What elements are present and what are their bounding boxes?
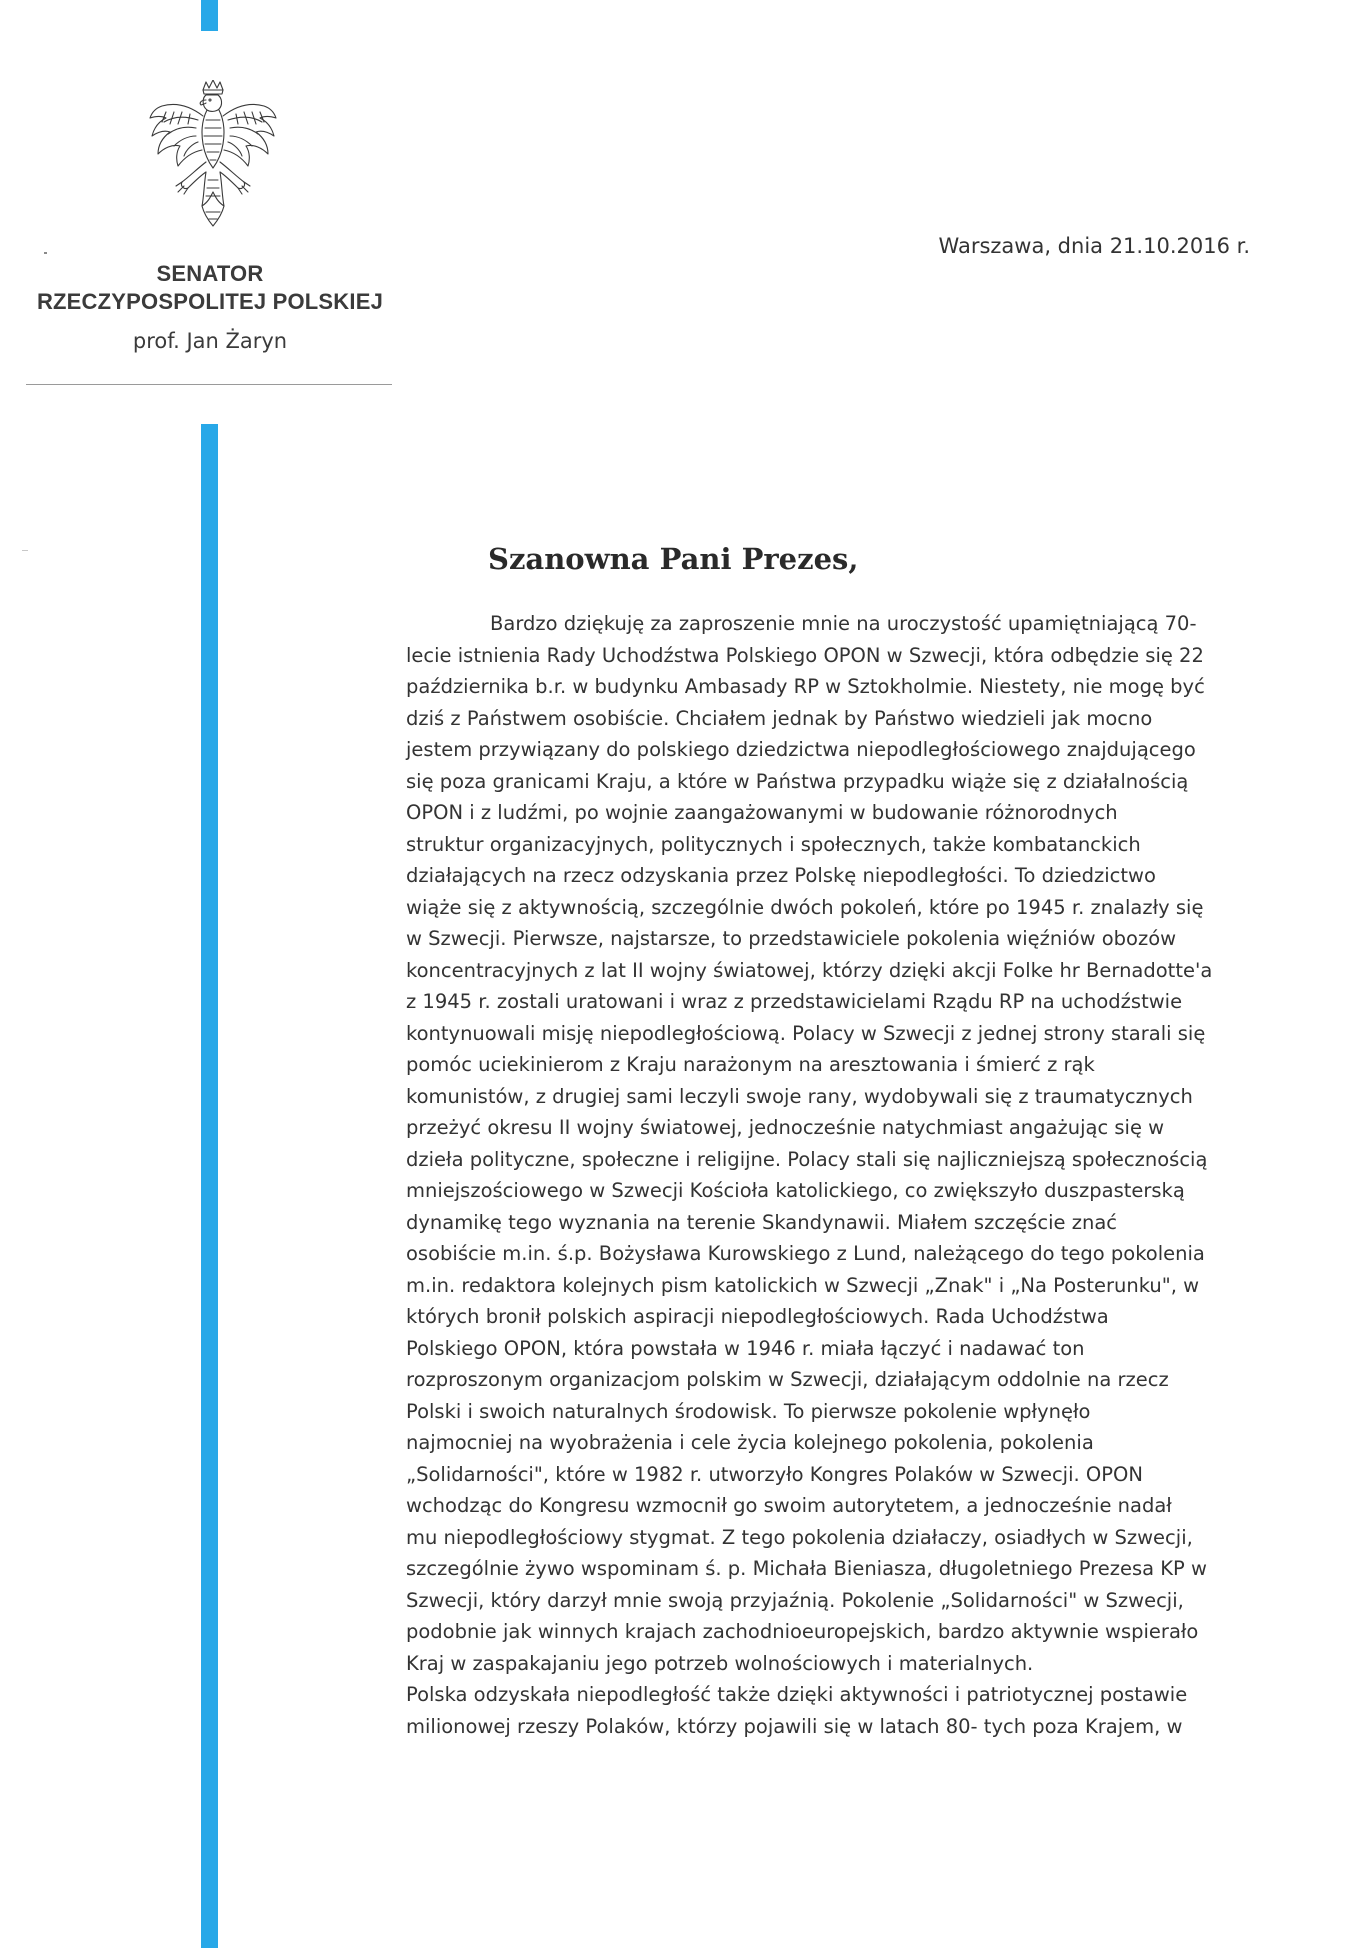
letter-line: szczególnie żywo wspominam ś. p. Michała Bieniasza, długoletniego Prezesa KP w bbox=[406, 1557, 1207, 1580]
letter-line: dzieła polityczne, społeczne i religijne. Polacy stali się najliczniejszą społecznością bbox=[406, 1147, 1208, 1171]
letter-line: m.in. redaktora kolejnych pism katolickich w Szwecji „Znak" i „Na Posterunku", w bbox=[406, 1273, 1200, 1297]
letter-line: się poza granicami Kraju, a które w Państwa przypadku wiąże się z działalnością bbox=[406, 769, 1189, 793]
sender-block bbox=[20, 260, 400, 353]
letter-line: Kraj w zaspakajaniu jego potrzeb wolnościowych i materialnych. bbox=[406, 1651, 1034, 1675]
accent-bar-main bbox=[201, 424, 218, 1948]
letter-line: których bronił polskich aspiracji niepodległościowych. Rada Uchodźstwa bbox=[406, 1305, 1109, 1328]
letter-line: komunistów, z drugiej sami leczyli swoje rany, wydobywali się z traumatycznych bbox=[406, 1084, 1193, 1108]
letter-line: dziś z Państwem osobiście. Chciałem jednak by Państwo wiedzieli jak mocno bbox=[406, 706, 1153, 730]
letter-line: Szwecji, który darzył mnie swoją przyjaźnią. Pokolenie „Solidarności" w Szwecji, bbox=[406, 1588, 1184, 1612]
letter-line: koncentracyjnych z lat II wojny światowej, którzy dzięki akcji Folke hr Bernadotte'a bbox=[406, 958, 1213, 982]
polish-eagle-emblem-icon bbox=[146, 80, 280, 228]
letter-line: rozproszonym organizacjom polskim w Szwecji, działającym oddolnie na rzecz bbox=[406, 1368, 1169, 1391]
scan-speck bbox=[44, 252, 47, 254]
senator-title-line1: SENATOR bbox=[156, 261, 264, 286]
accent-bar-top bbox=[201, 0, 218, 31]
senator-name: prof. Jan Żaryn bbox=[132, 329, 288, 353]
letter-line: przeżyć okresu II wojny światowej, jednocześnie natychmiast angażując się w bbox=[406, 1116, 1165, 1139]
letter-line: „Solidarności", które w 1982 r. utworzyło Kongres Polaków w Szwecji. OPON bbox=[406, 1462, 1143, 1486]
letter-line: struktur organizacyjnych, politycznych i społecznych, także kombatanckich bbox=[406, 832, 1141, 856]
letter-line: z 1945 r. zostali uratowani i wraz z przedstawicielami Rządu RP na uchodźstwie bbox=[406, 990, 1183, 1013]
letter-line: OPON i z ludźmi, po wojnie zaangażowanymi w budowanie różnorodnych bbox=[406, 801, 1118, 824]
letter-body bbox=[406, 608, 1256, 1742]
letter-line: osobiście m.in. ś.p. Bożysława Kurowskiego z Lund, należącego do tego pokolenia bbox=[406, 1242, 1205, 1265]
scan-speck bbox=[22, 550, 28, 551]
letter-line: podobnie jak winnych krajach zachodnioeuropejskich, bardzo aktywnie wspierało bbox=[406, 1620, 1199, 1643]
letter-line: milionowej rzeszy Polaków, którzy pojawili się w latach 80- tych poza Krajem, w bbox=[406, 1714, 1183, 1738]
place-date: Warszawa, dnia 21.10.2016 r. bbox=[938, 234, 1250, 258]
letter-line: w Szwecji. Pierwsze, najstarsze, to przedstawiciele pokolenia więźniów obozów bbox=[406, 927, 1177, 950]
letter-line: kontynuowali misję niepodległościową. Polacy w Szwecji z jednej strony starali się bbox=[406, 1021, 1206, 1045]
letter-line: Polskiego OPON, która powstała w 1946 r. miała łączyć i nadawać ton bbox=[406, 1336, 1085, 1360]
letter-line: dynamikę tego wyznania na terenie Skandynawii. Miałem szczęście znać bbox=[406, 1210, 1118, 1234]
senator-title-line2: RZECZYPOSPOLITEJ POLSKIEJ bbox=[36, 289, 384, 314]
letter-line: mu niepodległościowy stygmat. Z tego pokolenia działaczy, osiadłych w Szwecji, bbox=[406, 1525, 1193, 1549]
letter-line: Polska odzyskała niepodległość także dzięki aktywności i patriotycznej postawie bbox=[406, 1683, 1188, 1706]
letter-line: Bardzo dziękuję za zaproszenie mnie na uroczystość upamiętniającą 70- bbox=[490, 612, 1197, 635]
salutation: Szanowna Pani Prezes, bbox=[488, 542, 859, 576]
header-divider bbox=[26, 384, 392, 385]
letter-line: najmocniej na wyobrażenia i cele życia kolejnego pokolenia, pokolenia bbox=[406, 1431, 1094, 1454]
letter-line: mniejszościowego w Szwecji Kościoła katolickiego, co zwiększyło duszpasterską bbox=[406, 1179, 1185, 1202]
letter-line: lecie istnienia Rady Uchodźstwa Polskiego OPON w Szwecji, która odbędzie się 22 bbox=[406, 643, 1204, 667]
letter-line: działających na rzecz odzyskania przez Polskę niepodległości. To dziedzictwo bbox=[406, 864, 1156, 887]
letter-line: października b.r. w budynku Ambasady RP w Sztokholmie. Niestety, nie mogę być bbox=[406, 675, 1205, 698]
letter-line: wiąże się z aktywnością, szczególnie dwóch pokoleń, które po 1945 r. znalazły się bbox=[406, 895, 1204, 919]
letter-line: wchodząc do Kongresu wzmocnił go swoim autorytetem, a jednocześnie nadał bbox=[406, 1494, 1172, 1517]
letter-line: Polski i swoich naturalnych środowisk. To pierwsze pokolenie wpłynęło bbox=[406, 1399, 1091, 1423]
letter-line: jestem przywiązany do polskiego dziedzictwa niepodległościowego znajdującego bbox=[406, 738, 1196, 761]
letter-line: pomóc uciekinierom z Kraju narażonym na aresztowania i śmierć z rąk bbox=[406, 1053, 1095, 1076]
